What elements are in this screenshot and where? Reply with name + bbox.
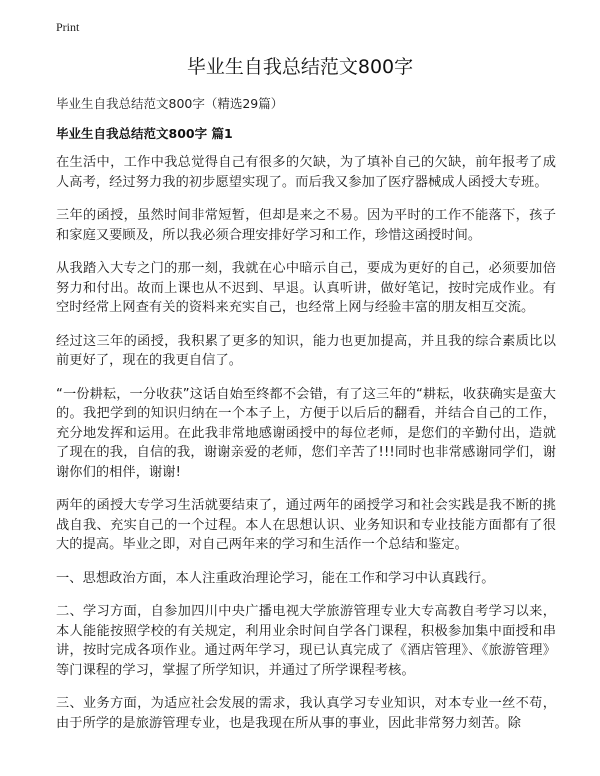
body-paragraph: 三、业务方面，为适应社会发展的需求，我认真学习专业知识，对本专业一丝不苟，由于所学的是旅游管理专业，也是我现在所从事的事业，因此非常努力刻苦。除 bbox=[56, 696, 556, 731]
body-paragraph: 经过这三年的函授，我积累了更多的知识，能力也更加提高，并且我的综合素质比以前更好了，现在的我更自信了。 bbox=[56, 333, 556, 368]
body-paragraph: 二、学习方面，自参加四川中央广播电视大学旅游管理专业大专高教自考学习以来，本人能能按照学校的有关规定，利用业余时间自学各门课程，积极参加集中面授和串讲，按时完成各项作业。通过两年学习，现已认真完成了《酒店管理》、《旅游管理》等门课程的学习，掌握了所学知识，并通过了所学课程考核。 bbox=[56, 604, 556, 678]
print-link[interactable]: Print bbox=[56, 20, 80, 34]
body-paragraph: 从我踏入大专之门的那一刻，我就在心中暗示自己，要成为更好的自己，必须要加倍努力和付出。故而上课也从不迟到、早退。认真听讲，做好笔记，按时完成作业。有空时经常上网查有关的资料来充实自己，也经常上网与经验丰富的朋友相互交流。 bbox=[56, 261, 556, 315]
body-paragraph: 三年的函授，虽然时间非常短暂，但却是来之不易。因为平时的工作不能落下，孩子和家庭又要顾及，所以我必须合理安排好学习和工作，珍惜这函授时间。 bbox=[56, 208, 556, 243]
document-body bbox=[56, 153, 556, 747]
section-heading: 毕业生自我总结范文800字 篇1 bbox=[56, 126, 233, 141]
document-subtitle: 毕业生自我总结范文800字（精选29篇） bbox=[56, 96, 284, 111]
body-paragraph: 两年的函授大专学习生活就要结束了，通过两年的函授学习和社会实践是我不断的挑战自我、充实自己的一个过程。本人在思想认识、业务知识和专业技能方面都有了很大的提高。毕业之即，对自己两年来的学习和生活作一个总结和鉴定。 bbox=[56, 498, 556, 552]
body-paragraph: 在生活中，工作中我总觉得自己有很多的欠缺，为了填补自己的欠缺，前年报考了成人高考，经过努力我的初步愿望实现了。而后我又参加了医疗器械成人函授大专班。 bbox=[56, 155, 556, 190]
document-title: 毕业生自我总结范文800字 bbox=[186, 56, 414, 78]
body-paragraph: 一、思想政治方面，本人注重政治理论学习，能在工作和学习中认真践行。 bbox=[56, 570, 495, 586]
body-paragraph: “一份耕耘，一分收获”这话自始至终都不会错，有了这三年的“耕耘，收获确实是蛮大的。我把学到的知识归纳在一个本子上，方便于以后后的翻看，并结合自己的工作，充分地发挥和运用。在此我非常地感谢函授中的每位老师，是您们的辛勤付出，造就了现在的我，自信的我，谢谢亲爱的老师，您们辛苦了!!!同时也非常感谢同学们，谢谢你们的相伴，谢谢! bbox=[56, 386, 556, 480]
